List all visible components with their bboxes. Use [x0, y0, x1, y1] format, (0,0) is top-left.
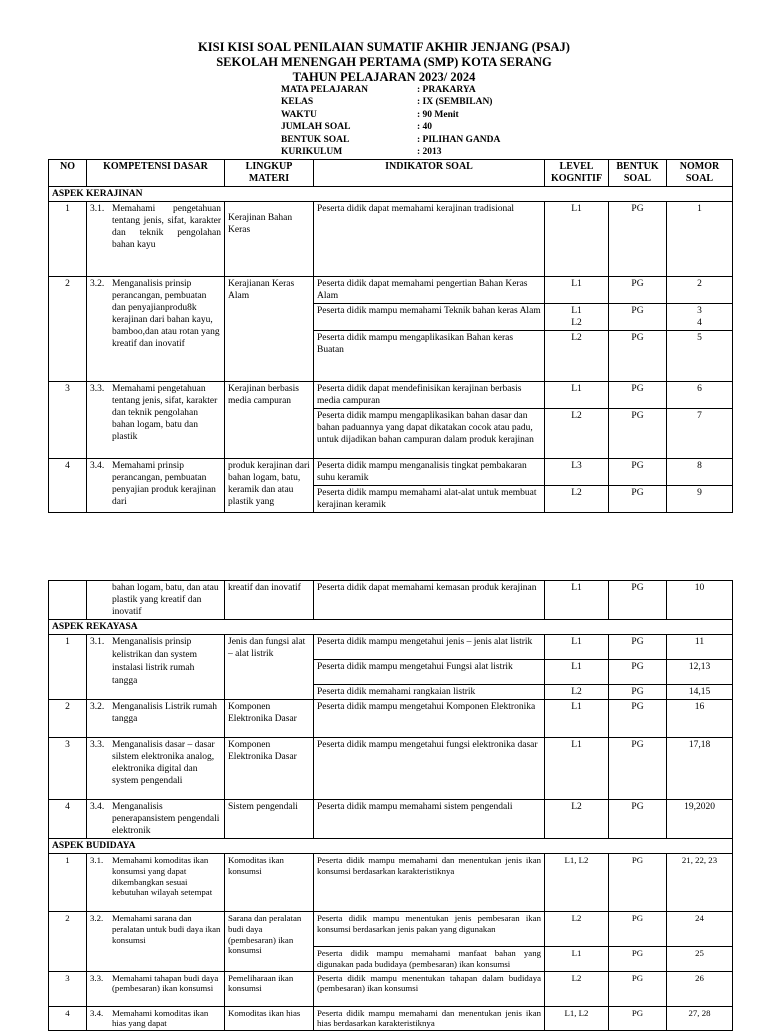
section-kerajinan: ASPEK KERAJINAN — [49, 187, 733, 202]
section-rekayasa: ASPEK REKAYASA — [49, 620, 733, 635]
meta-row: JUMLAH SOAL : 40 — [281, 122, 433, 133]
doc-title-line1: KISI KISI SOAL PENILAIAN SUMATIF AKHIR JENJANG (PSAJ) — [198, 40, 570, 54]
table-row: 3 3.3. Memahami pengetahuan tentang jenis, sifat, karakter dan teknik pengolahan bahan logam, batu dan plastik Kerajinan berbasis media campuran Peserta didik dapat mendefinisikan kerajinan berbasis media campuran L1 PG 6 — [49, 382, 733, 409]
table-row: 4 3.4. Menganalisis penerapansistem pengendali elektronik Sistem pengendali Peserta didik mampu memahami sistem pengendali L2 PG 19,2020 — [49, 800, 733, 839]
col-bentuk: BENTUK SOAL — [609, 160, 667, 187]
table-row: 2 3.2. Menganalisis prinsip perancangan, pembuatan dan penyajianprodu8k kerajinan dari bahan kayu, bamboo,dan atau rotan yang kreatif dan inovatif Kerajianan Keras Alam Peserta didik dapat memahami pengertian Bahan Keras Alam L1 PG 2 — [49, 277, 733, 304]
kisi-table-page2 — [48, 580, 733, 1031]
table-row: Peserta didik mampu memahami manfaat bahan yang digunakan pada budidaya (pembesaran) ikan konsumsi L1 PG 25 — [49, 947, 733, 972]
doc-title-line2: SEKOLAH MENENGAH PERTAMA (SMP) KOTA SERANG — [216, 55, 552, 69]
table-row: Peserta didik mampu mengaplikasikan bahan dasar dan bahan paduannya yang dapat dikatakan cocok atau padu, untuk dijadikan bahan campuran dalam produk kerajinan L2 PG 7 — [49, 409, 733, 459]
table-row: 4 3.4. Memahami prinsip perancangan, pembuatan penyajian produk kerajinan dari produk kerajinan dari bahan logam, batu, keramik dan atau plastik yang Peserta didik mampu menganalisis tingkat pembakaran suhu keramik L3 PG 8 — [49, 459, 733, 486]
table-row: Peserta didik mampu mengaplikasikan Bahan keras Buatan L2 PG 5 — [49, 331, 733, 382]
kisi-table-page1 — [48, 159, 733, 513]
section-row — [49, 187, 733, 202]
table-row: Peserta didik mampu mengetahui Fungsi alat listrik L1 PG 12,13 — [49, 660, 733, 685]
col-indikator: INDIKATOR SOAL — [314, 160, 545, 187]
table-header-row — [49, 160, 733, 187]
table-row: 4 3.4. Memahami komoditas ikan hias yang dapat Komoditas ikan hias Peserta didik mampu memahami dan menentukan jenis ikan hias berdasarkan karakteristiknya L1, L2 PG 27, 28 — [49, 1006, 733, 1031]
meta-row: WAKTU : 90 Menit — [281, 109, 459, 120]
col-no: NO — [49, 160, 87, 187]
table-row: 3 3.3. Menganalisis dasar – dasar silstem elektronika analog, elektronika digital dan system pengendali Komponen Elektronika Dasar Peserta didik mampu mengetahui fungsi elektronika dasar L1 PG 17,18 — [49, 738, 733, 800]
doc-title-line3: TAHUN PELAJARAN 2023/ 2024 — [292, 70, 476, 84]
table-row: Peserta didik mampu memahami alat-alat untuk membuat kerajinan keramik L2 PG 9 — [49, 486, 733, 513]
col-level: LEVEL KOGNITIF — [545, 160, 609, 187]
meta-row: BENTUK SOAL : PILIHAN GANDA — [281, 134, 501, 145]
table-row: 2 3.2. Menganalisis Listrik rumah tangga Komponen Elektronika Dasar Peserta didik mampu mengetahui Komponen Elektronika L1 PG 16 — [49, 700, 733, 738]
meta-block — [281, 84, 500, 158]
col-kompetensi: KOMPETENSI DASAR — [87, 160, 225, 187]
table-row: 3 3.3. Memahami tahapan budi daya (pembesaran) ikan konsumsi Pemeliharaan ikan konsumsi Peserta didik mampu menentukan tahapan dalam budidaya (pembesaran) ikan konsumsi L2 PG 26 — [49, 971, 733, 1006]
table-row: bahan logam, batu, dan atau plastik yang kreatif dan inovatif kreatif dan inovatif Peserta didik dapat memahami kemasan produk kerajinan L1 PG 10 — [49, 581, 733, 620]
table-row: 2 3.2. Memahami sarana dan peralatan untuk budi daya ikan konsumsi Sarana dan peralatan budi daya (pembesaran) ikan konsumsi Peserta didik mampu menentukan jenis pembesaran ikan konsumsi berdasarkan jenis pakan yang digunakan L2 PG 24 — [49, 912, 733, 947]
table-row: Peserta didik mampu memahami Teknik bahan keras Alam L1 L2 PG 3 4 — [49, 304, 733, 331]
table-row: 1 3.1. Memahami komoditas ikan konsumsi yang dapat dikembangkan sesuai kebutuhan wilayah setempat Komoditas ikan konsumsi Peserta didik mampu memahami dan menentukan jenis ikan konsumsi berdasarkan karakteristiknya L1, L2 PG 21, 22, 23 — [49, 854, 733, 912]
meta-row: MATA PELAJARAN : PRAKARYA — [281, 85, 476, 95]
section-row — [49, 620, 733, 635]
meta-row: KURIKULUM : 2013 — [281, 147, 442, 158]
meta-row: KELAS : IX (SEMBILAN) — [281, 97, 493, 108]
col-lingkup: LINGKUP MATERI — [225, 160, 314, 187]
section-budidaya: ASPEK BUDIDAYA — [49, 839, 733, 854]
table-row: Peserta didik memahami rangkaian listrik L2 PG 14,15 — [49, 685, 733, 700]
table-row: 1 3.1. Memahami pengetahuan tentang jenis, sifat, karakter dan teknik pengolahan bahan kayu Kerajinan Bahan Keras Peserta didik dapat memahami kerajinan tradisional L1 PG 1 — [49, 202, 733, 277]
section-row — [49, 839, 733, 854]
table-row: 1 3.1. Menganalisis prinsip kelistrikan dan system instalasi listrik rumah tangga Jenis dan fungsi alat – alat listrik Peserta didik mampu mengetahui jenis – jenis alat listrik L1 PG 11 — [49, 635, 733, 660]
col-nomor: NOMOR SOAL — [667, 160, 733, 187]
